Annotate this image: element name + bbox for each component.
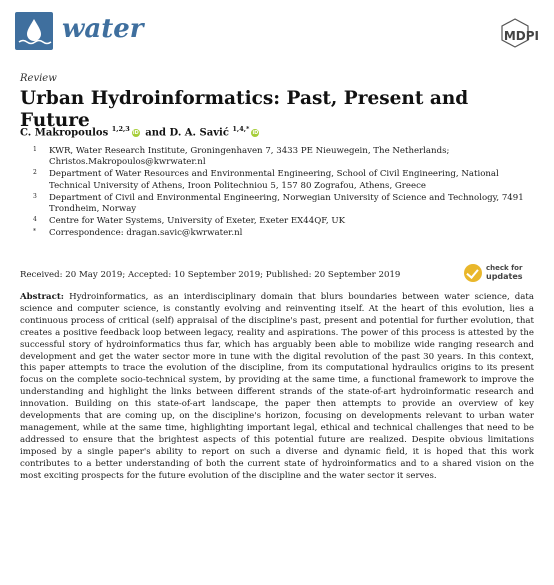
affiliation-text: Centre for Water Systems, University of Exeter, Exeter EX44QF, UK: [49, 216, 346, 227]
journal-header: [15, 12, 545, 52]
publication-dates: Received: 20 May 2019; Accepted: 10 September 2019; Published: 20 September 2019: [20, 270, 401, 280]
affiliation-item: [33, 216, 538, 227]
author-name[interactable]: C. Makropoulos: [20, 127, 109, 139]
affiliation-text: Department of Water Resources and Environmental Engineering, School of Civil Engineering, National Technical University of Athens, Iroon Politechniou 5, 157 80 Zografou, Athens, Greece: [49, 169, 499, 191]
abstract-text: Hydroinformatics, as an interdisciplinary domain that blurs boundaries between water science, data science and computer science, is constantly evolving and reinventing itself. At the heart of this evolution, lies a continuous process of critical (self) appraisal of the discipline's past, present and potential for further evolution, that creates a positive feedback loop between legacy, reality and aspirations. The power of this process is attested by the successful story of hydroinformatics thus far, which has arguably been able to mobilize wide ranging research and development and get the water sector more in tune with the digital revolution of the past 30 years. In this context, this paper attempts to trace the evolution of the discipline, from its computational hydraulics origins to its present focus on the complete socio-technical system, by providing at the same time, a functional framework to improve the understanding and highlight the links between different strands of the state-of-art hydroinformatic research and innovation. Building on this state-of-art landscape, the paper then attempts to provide an overview of key developments that are coming up, on the discipline's horizon, focusing on developments relevant to urban water management, while at the same time, highlighting important legal, ethical and technical challenges that need to be addressed to ensure that the brightest aspects of this potential future are realized. Despite obvious limitations imposed by a single paper's ability to report on such a diverse and dynamic field, it is hoped that this work contributes to a better understanding of both the current state of hydroinformatics and to a shared vision on the most exciting prospects for the future evolution of the discipline and the water sector it serves.: [20, 292, 534, 481]
author-affiliation-sup: 1,2,3: [111, 125, 130, 133]
affiliations-list: [33, 146, 538, 241]
affiliation-item: [33, 228, 538, 239]
author-name[interactable]: D. A. Savić: [169, 127, 229, 139]
affiliation-item: [33, 169, 538, 191]
checkmark-icon: [464, 264, 482, 282]
affiliation-number: *: [33, 228, 36, 236]
check-updates-label: check for: [486, 264, 523, 272]
affiliation-number: 2: [33, 169, 37, 177]
orcid-icon[interactable]: iD: [252, 130, 259, 137]
affiliation-item: [33, 146, 538, 168]
abstract: [20, 292, 534, 483]
abstract-label: Abstract:: [20, 292, 64, 302]
publisher-name: MDPI: [503, 29, 539, 43]
correspondence-text[interactable]: Correspondence: dragan.savic@kwrwater.nl: [49, 228, 243, 239]
affiliation-number: 3: [33, 192, 37, 200]
check-for-updates-button[interactable]: [464, 262, 534, 288]
affiliation-number: 1: [33, 146, 37, 153]
article-type: Review: [20, 73, 57, 84]
affiliation-item: [33, 193, 538, 215]
article-title: Urban Hydroinformatics: Past, Present and Future: [20, 88, 469, 131]
author-list: [20, 125, 261, 138]
author-affiliation-sup: 1,4,*: [232, 125, 250, 133]
journal-name: water: [62, 14, 144, 44]
affiliation-text: Department of Civil and Environmental Engineering, Norwegian University of Science and Technology, 7491 Trondheim, Norway: [49, 192, 524, 215]
affiliation-text: KWR, Water Research Institute, Groningenhaven 7, 3433 PE Nieuwegein, The Netherlands; Christos.Makropoulos@kwrwater.nl: [49, 146, 450, 168]
check-updates-label: updates: [486, 272, 523, 281]
affiliation-number: 4: [33, 216, 37, 224]
author-conjunction: and: [145, 127, 167, 139]
orcid-icon[interactable]: iD: [132, 130, 139, 137]
water-drop-icon: [15, 12, 53, 50]
